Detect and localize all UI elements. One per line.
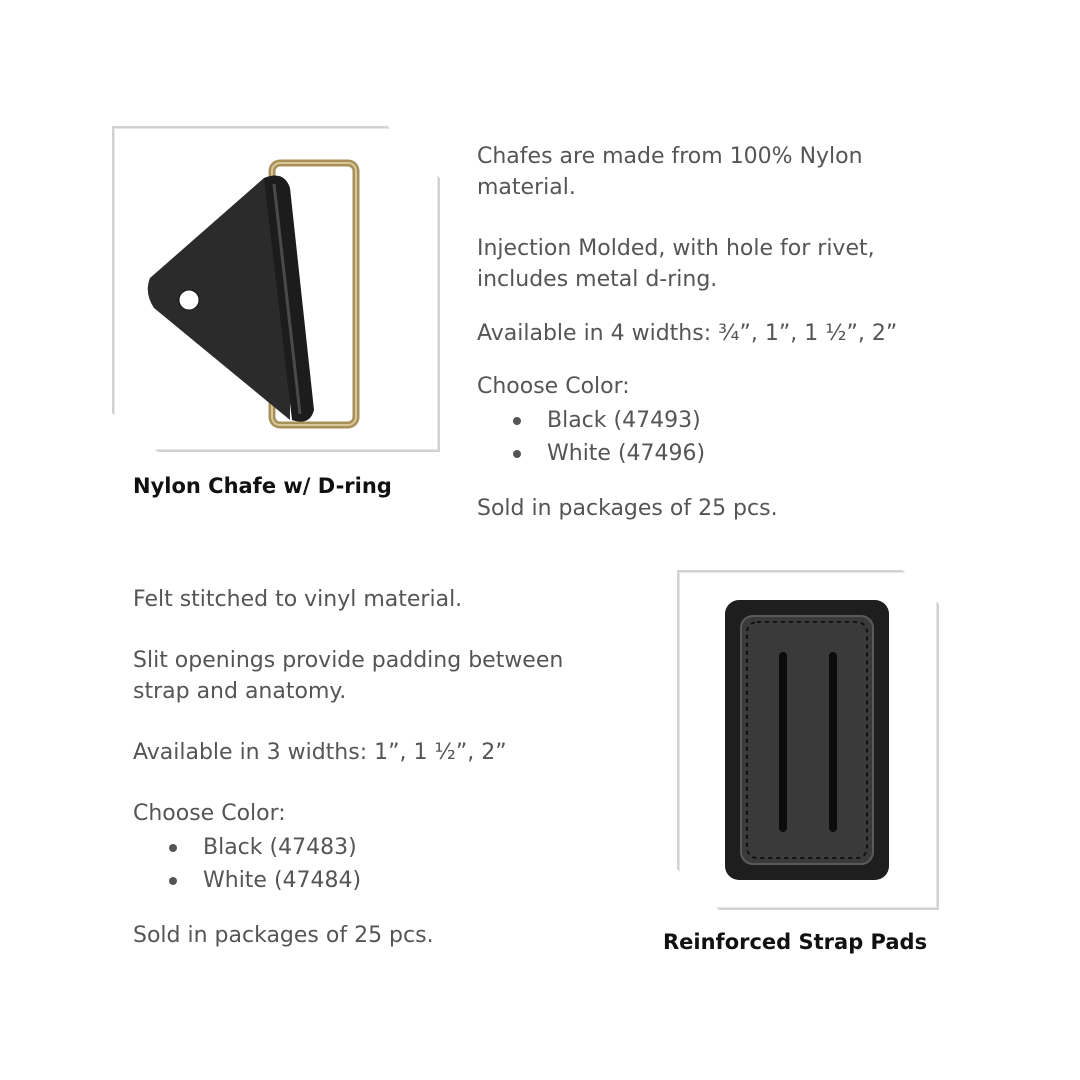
chafe-construction-line-1: Injection Molded, with hole for rivet, bbox=[477, 236, 875, 261]
pad-construction-line-1: Slit openings provide padding between bbox=[133, 648, 564, 673]
pad-construction-line-2: strap and anatomy. bbox=[133, 679, 347, 704]
bullet-icon bbox=[169, 844, 177, 852]
strap-pad-caption: Reinforced Strap Pads bbox=[663, 930, 928, 954]
nylon-chafe-image-frame bbox=[112, 126, 440, 452]
chafe-material-line-2: material. bbox=[477, 175, 576, 200]
pad-color-list bbox=[133, 831, 653, 897]
pad-packaging: Sold in packages of 25 pcs. bbox=[133, 923, 434, 948]
chafe-widths: Available in 4 widths: ¾”, 1”, 1 ½”, 2” bbox=[477, 321, 898, 346]
chafe-color-heading: Choose Color: bbox=[477, 374, 630, 399]
strap-pad-description bbox=[133, 584, 653, 951]
chafe-construction-line-2: includes metal d-ring. bbox=[477, 267, 718, 292]
strap-pad-image-frame bbox=[677, 570, 939, 910]
bullet-icon bbox=[169, 877, 177, 885]
chafe-color-white: White (47496) bbox=[547, 441, 706, 466]
list-item bbox=[477, 437, 977, 470]
list-item bbox=[133, 831, 653, 864]
chafe-packaging: Sold in packages of 25 pcs. bbox=[477, 496, 778, 521]
reinforced-strap-pad-photo bbox=[679, 572, 941, 912]
nylon-chafe-d-ring-photo bbox=[114, 128, 442, 454]
pad-color-white: White (47484) bbox=[203, 868, 362, 893]
pad-color-heading: Choose Color: bbox=[133, 801, 286, 826]
list-item bbox=[133, 864, 653, 897]
chafe-color-list bbox=[477, 404, 977, 470]
bullet-icon bbox=[513, 450, 521, 458]
nylon-chafe-description bbox=[477, 141, 977, 524]
pad-color-black: Black (47483) bbox=[203, 835, 357, 860]
pad-widths: Available in 3 widths: 1”, 1 ½”, 2” bbox=[133, 740, 507, 765]
nylon-chafe-caption: Nylon Chafe w/ D-ring bbox=[133, 474, 392, 498]
chafe-color-black: Black (47493) bbox=[547, 408, 701, 433]
chafe-material-line-1: Chafes are made from 100% Nylon bbox=[477, 144, 863, 169]
list-item bbox=[477, 404, 977, 437]
pad-material-line-1: Felt stitched to vinyl material. bbox=[133, 587, 463, 612]
bullet-icon bbox=[513, 417, 521, 425]
